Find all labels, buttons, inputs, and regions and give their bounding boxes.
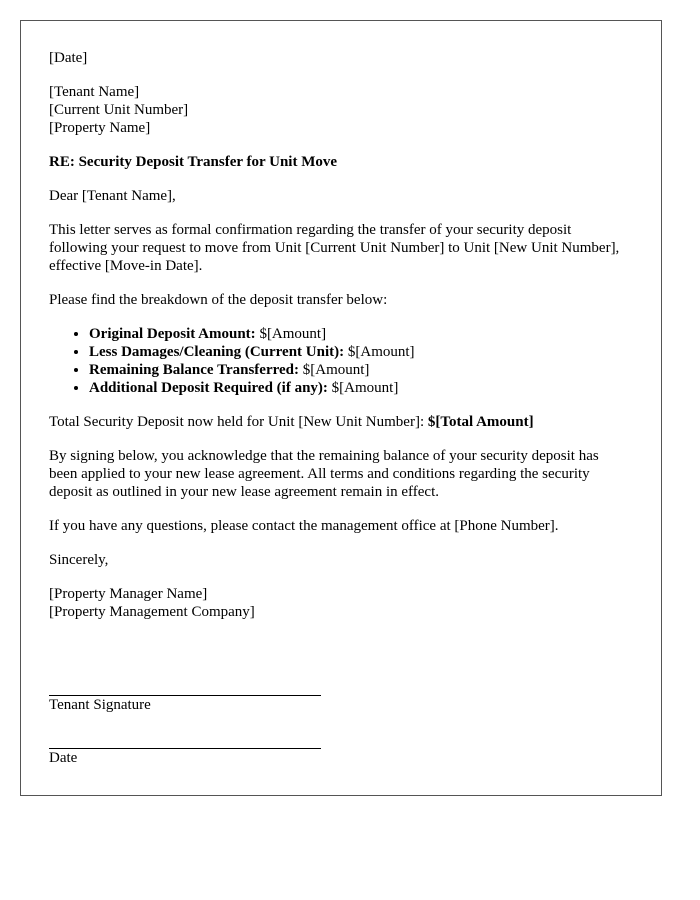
total-text: Total Security Deposit now held for Unit [New Unit Number]:	[49, 414, 428, 430]
sender-company: [Property Management Company]	[49, 604, 255, 620]
contact-paragraph: If you have any questions, please contact the management office at [Phone Number].	[49, 518, 559, 534]
signature-spacer	[49, 637, 633, 695]
intro-paragraph: This letter serves as formal confirmation regarding the transfer of your security deposit following your request to move from Unit [Current Unit Number] to Unit [New Unit Number], effective [Move-in Date].	[49, 222, 620, 274]
breakdown-value: $[Amount]	[344, 344, 415, 360]
breakdown-label: Remaining Balance Transferred:	[89, 362, 299, 378]
letter-page	[20, 20, 662, 796]
recipient-property: [Property Name]	[49, 120, 151, 136]
breakdown-value: $[Amount]	[299, 362, 370, 378]
total-line	[49, 413, 621, 431]
tenant-signature-label: Tenant Signature	[49, 697, 151, 713]
sender-name: [Property Manager Name]	[49, 586, 208, 602]
letter-date: [Date]	[49, 50, 88, 66]
breakdown-value: $[Amount]	[255, 326, 327, 342]
acknowledgement-paragraph: By signing below, you acknowledge that the remaining balance of your security deposit has been applied to your new lease agreement. All terms and conditions regarding the security deposit as outlined in your new lease agreement remain in effect.	[49, 448, 599, 500]
breakdown-value: $[Amount]	[327, 380, 399, 396]
recipient-name: [Tenant Name]	[49, 84, 140, 100]
date-signature-label: Date	[49, 750, 78, 766]
list-item	[89, 361, 633, 379]
list-item	[89, 325, 633, 343]
date-line	[49, 49, 633, 67]
list-item	[89, 379, 633, 397]
sender-block	[49, 585, 633, 621]
recipient-address	[49, 83, 633, 137]
subject-line: RE: Security Deposit Transfer for Unit Move	[49, 154, 338, 170]
recipient-unit: [Current Unit Number]	[49, 102, 189, 118]
salutation: Dear [Tenant Name],	[49, 188, 176, 204]
list-item	[89, 343, 633, 361]
closing: Sincerely,	[49, 552, 109, 568]
breakdown-label: Additional Deposit Required (if any):	[89, 380, 328, 396]
signature-spacer	[49, 714, 633, 748]
breakdown-label: Less Damages/Cleaning (Current Unit):	[89, 344, 345, 360]
breakdown-intro: Please find the breakdown of the deposit transfer below:	[49, 292, 388, 308]
breakdown-list	[49, 325, 633, 397]
breakdown-label: Original Deposit Amount:	[89, 326, 256, 342]
total-amount: $[Total Amount]	[427, 414, 534, 430]
